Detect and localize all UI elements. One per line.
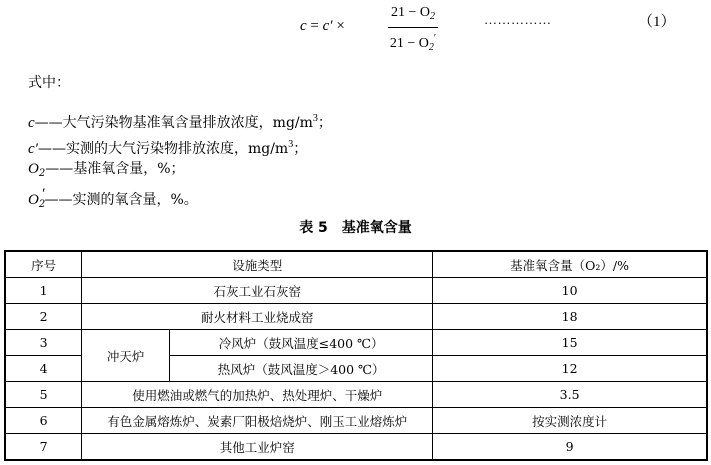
def-symbol: c (28, 141, 35, 157)
row-value: 12 (433, 356, 707, 382)
def-text: ——实测的氧含量，%。 (44, 192, 198, 208)
header-value: 基准氧含量（O₂）/% (433, 251, 707, 278)
definition-o2-prime (28, 184, 198, 215)
def-tail: ； (317, 115, 332, 131)
formula-leader-dots: …………… (484, 12, 552, 27)
oxygen-reference-table (4, 250, 708, 461)
header-no: 序号 (5, 251, 82, 278)
table-row (5, 382, 707, 408)
where-label: 式中： (28, 75, 70, 91)
formula-lhs (300, 16, 345, 35)
formula-fraction (388, 4, 438, 57)
row-no: 5 (5, 382, 82, 408)
def-text: ——基准氧含量，%； (45, 161, 185, 177)
row-value: 18 (433, 304, 707, 330)
formula (300, 4, 437, 53)
def-tail: ； (293, 141, 308, 157)
definition-o2 (28, 159, 185, 184)
table-row (5, 434, 707, 461)
row-group: 冲天炉 (82, 330, 170, 382)
row-facility: 石灰工业石灰窑 (82, 278, 433, 304)
def-subscript: 2 (38, 168, 46, 179)
definition-c (28, 109, 332, 133)
symbol-c: c (300, 18, 307, 34)
def-text: ——实测的大气污染物排放浓度，mg/m (37, 141, 289, 157)
def-symbol: O (28, 192, 39, 208)
numerator-text: 21 − O (390, 5, 430, 20)
row-value: 3.5 (433, 382, 707, 408)
denominator-subscript: 2 (428, 42, 434, 53)
times-sign: × (332, 18, 345, 34)
equals-sign: = (306, 18, 323, 34)
def-superscript: 3 (288, 139, 294, 150)
row-value: 15 (433, 330, 707, 356)
fraction-numerator (388, 4, 438, 26)
fraction-denominator (388, 30, 438, 57)
def-text: ——大气污染物基准氧含量排放浓度，mg/m (34, 115, 313, 131)
row-no: 7 (5, 434, 82, 461)
row-value: 按实测浓度计 (433, 408, 707, 434)
row-no: 4 (5, 356, 82, 382)
numerator-subscript: 2 (430, 11, 435, 22)
table-row (5, 408, 707, 434)
def-symbol: c (28, 115, 35, 131)
table-header-row (5, 251, 707, 278)
table-row (5, 304, 707, 330)
row-no: 2 (5, 304, 82, 330)
row-no: 3 (5, 330, 82, 356)
header-facility: 设施类型 (82, 251, 433, 278)
denominator-prime: ′ (433, 33, 437, 44)
fraction-bar (388, 27, 438, 28)
row-facility: 热风炉（鼓风温度＞400 ℃） (170, 356, 433, 382)
row-no: 1 (5, 278, 82, 304)
definition-c-prime (28, 135, 307, 159)
def-symbol: O (28, 161, 39, 177)
row-facility: 其他工业炉窑 (82, 434, 433, 461)
row-value: 10 (433, 278, 707, 304)
def-superscript: 3 (312, 113, 318, 124)
table-caption: 表 5 基准氧含量 (299, 220, 412, 236)
row-facility: 使用燃油或燃气的加热炉、热处理炉、干燥炉 (82, 382, 433, 408)
row-facility: 耐火材料工业烧成窑 (82, 304, 433, 330)
row-facility: 冷风炉（鼓风温度≤400 ℃） (170, 330, 433, 356)
def-prime: ′ (41, 186, 45, 202)
table-row (5, 278, 707, 304)
equation-number: （1） (638, 14, 676, 30)
row-facility: 有色金属熔炼炉、炭素厂阳极焙烧炉、刚玉工业熔炼炉 (82, 408, 433, 434)
denominator-text: 21 − O (389, 36, 429, 51)
def-subscript: 2 (38, 199, 46, 210)
row-no: 6 (5, 408, 82, 434)
def-prime: ′ (34, 141, 38, 157)
table-row (5, 330, 707, 356)
row-value: 9 (433, 434, 707, 461)
symbol-c-prime: c′ (322, 18, 333, 34)
